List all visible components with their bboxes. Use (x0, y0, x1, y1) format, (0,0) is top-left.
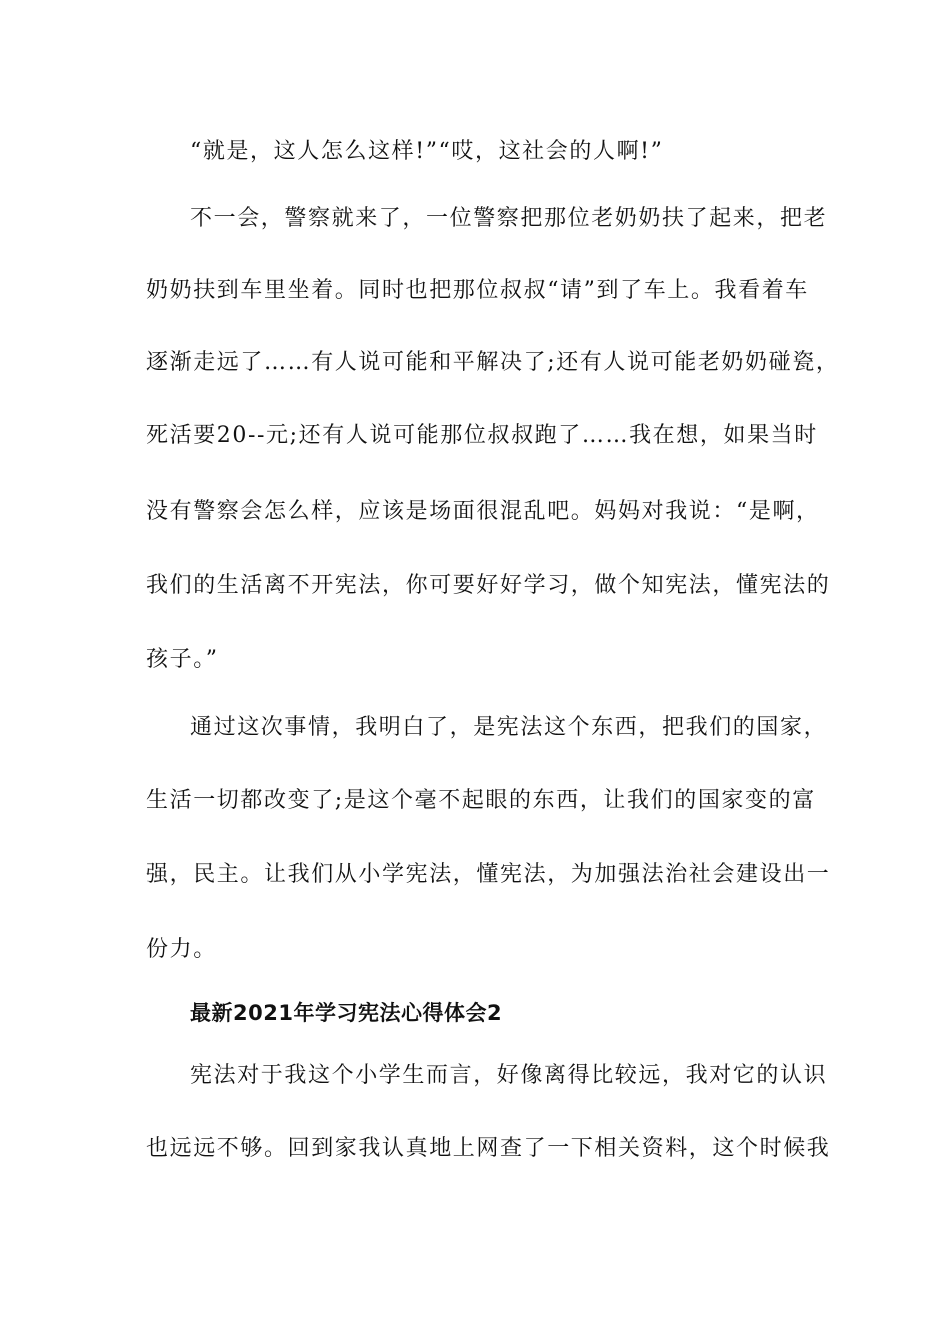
paragraph-2-line-3: 逐渐走远了……有人说可能和平解决了;还有人说可能老奶奶碰瓷， (146, 350, 840, 375)
paragraph-3-line-3: 强，民主。让我们从小学宪法，懂宪法，为加强法治社会建设出一 (146, 862, 831, 887)
paragraph-2-line-6: 我们的生活离不开宪法，你可要好好学习，做个知宪法，懂宪法的 (146, 573, 831, 598)
paragraph-2-line-7: 孩子。” (146, 647, 219, 672)
section-heading: 最新2021年学习宪法心得体会2 (190, 1001, 503, 1025)
paragraph-3-line-1: 通过这次事情，我明白了，是宪法这个东西，把我们的国家， (190, 715, 828, 740)
paragraph-3-line-2: 生活一切都改变了;是这个毫不起眼的东西，让我们的国家变的富 (146, 788, 816, 813)
paragraph-4-line-1: 宪法对于我这个小学生而言，好像离得比较远，我对它的认识 (190, 1063, 828, 1088)
paragraph-2-line-4: 死活要20--元;还有人说可能那位叔叔跑了……我在想，如果当时 (146, 423, 818, 448)
paragraph-3-line-4: 份力。 (146, 937, 217, 962)
paragraph-4-line-2: 也远远不够。回到家我认真地上网查了一下相关资料，这个时候我 (146, 1136, 831, 1161)
paragraph-1-line-1: “就是，这人怎么这样!”“哎，这社会的人啊!” (190, 139, 664, 164)
paragraph-2-line-5: 没有警察会怎么样，应该是场面很混乱吧。妈妈对我说：“是啊， (146, 499, 820, 524)
paragraph-2-line-1: 不一会，警察就来了，一位警察把那位老奶奶扶了起来，把老 (190, 206, 828, 231)
paragraph-2-line-2: 奶奶扶到车里坐着。同时也把那位叔叔“请”到了车上。我看着车 (146, 278, 809, 303)
